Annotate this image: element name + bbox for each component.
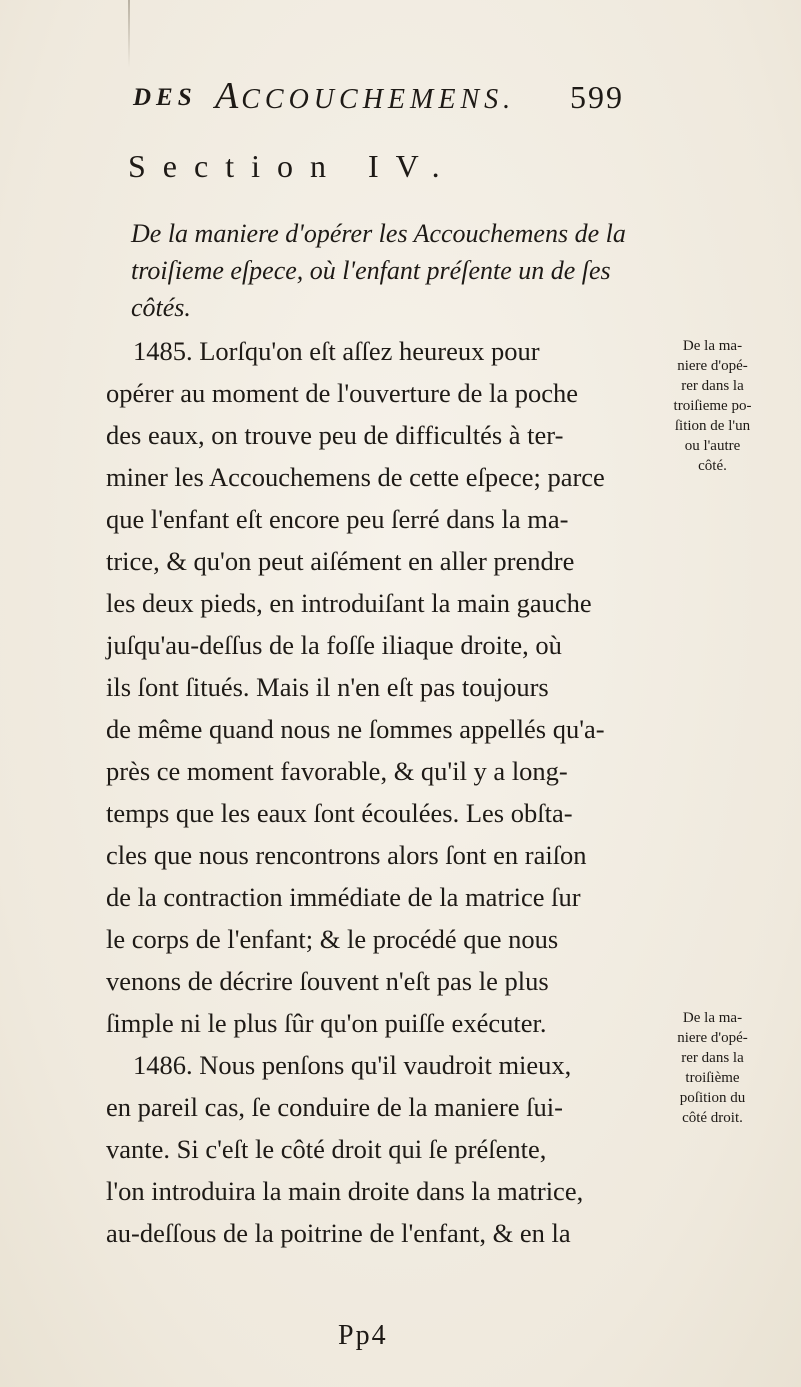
margin-note-line: troiſieme po- [673, 398, 752, 414]
margin-note-line: niere d'opé- [677, 1030, 748, 1046]
margin-note-line: côté. [698, 458, 727, 474]
section-heading: Section IV. [128, 148, 457, 184]
body-line: que l'enfant eſt encore peu ſerré dans la ma- [106, 504, 569, 534]
page-number: 599 [570, 79, 624, 115]
body-line: 1485. Lorſqu'on eſt aſſez heureux pour [133, 336, 540, 366]
margin-note-third-position [640, 336, 785, 476]
running-head-prefix: DES [133, 84, 197, 111]
margin-note-line: ou l'autre [684, 438, 741, 454]
body-text [106, 330, 636, 1254]
signature-mark: Pp4 [338, 1320, 388, 1351]
body-line: le corps de l'enfant; & le procédé que nous [106, 924, 559, 954]
body-line: 1486. Nous penſons qu'il vaudroit mieux, [133, 1050, 572, 1080]
running-head-title-initial: A [215, 75, 242, 117]
body-line: venons de décrire ſouvent n'eſt pas le plus [106, 966, 549, 996]
body-line: des eaux, on trouve peu de difficultés à ter- [106, 420, 564, 450]
body-line: de la contraction immédiate de la matrice ſur [106, 882, 581, 912]
page-edge-shadow [128, 0, 130, 68]
margin-note-line: rer dans la [681, 1050, 744, 1066]
body-line: en pareil cas, ſe conduire de la maniere ſui- [106, 1092, 563, 1122]
body-line: ils ſont ſitués. Mais il n'en eſt pas toujours [106, 672, 549, 702]
body-line: miner les Accouchemens de cette eſpece; parce [106, 462, 605, 492]
running-head-title [215, 74, 515, 118]
margin-note-line: ſition de l'un [674, 418, 751, 434]
body-line: cles que nous rencontrons alors ſont en raiſon [106, 840, 587, 870]
body-line: juſqu'au-deſſus de la foſſe iliaque droite, où [106, 630, 562, 660]
body-line: vante. Si c'eſt le côté droit qui ſe préſente, [106, 1134, 547, 1164]
body-line: ſimple ni le plus ſûr qu'on puiſſe exécuter. [106, 1008, 547, 1038]
body-line: près ce moment favorable, & qu'il y a long- [106, 756, 568, 786]
body-line: au-deſſous de la poitrine de l'enfant, & en la [106, 1218, 571, 1248]
margin-note-line: niere d'opé- [677, 358, 748, 374]
running-head [0, 74, 801, 124]
margin-note-line: De la ma- [682, 1010, 743, 1026]
margin-note-right-side [640, 1008, 785, 1128]
margin-note-line: rer dans la [681, 378, 744, 394]
margin-note-line: côté droit. [682, 1110, 743, 1126]
body-line: l'on introduira la main droite dans la matrice, [106, 1176, 584, 1206]
body-line: de même quand nous ne ſommes appellés qu'a- [106, 714, 605, 744]
body-line: trice, & qu'on peut aiſément en aller prendre [106, 546, 575, 576]
body-line: les deux pieds, en introduiſant la main gauche [106, 588, 592, 618]
margin-note-line: troiſième [685, 1070, 740, 1086]
section-subheading: De la maniere d'opérer les Accouchemens de la troiſieme eſpece, où l'enfant préſente un de ſes côtés. [131, 219, 626, 322]
margin-note-line: poſition du [679, 1090, 746, 1106]
running-head-title-rest: CCOUCHEMENS. [241, 84, 516, 115]
margin-note-line: De la ma- [682, 338, 743, 354]
body-line: temps que les eaux ſont écoulées. Les obſta- [106, 798, 573, 828]
body-line: opérer au moment de l'ouverture de la poche [106, 378, 579, 408]
